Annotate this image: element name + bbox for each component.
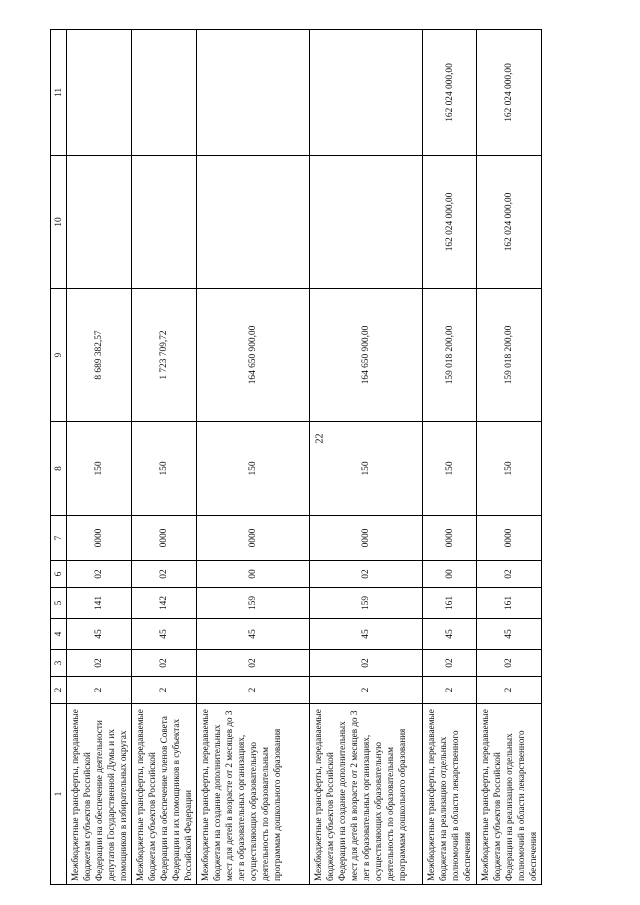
table-row: [423, 30, 477, 885]
cell-c6: 02: [310, 561, 423, 588]
cell-c5: 142: [132, 588, 197, 619]
column-number: 8: [51, 422, 67, 516]
cell-c11: 162 024 000,00: [477, 30, 542, 156]
cell-c9: 164 650 900,00: [197, 289, 310, 422]
table-row: [132, 30, 197, 885]
cell-c7: 0000: [197, 516, 310, 561]
cell-c5: 161: [477, 588, 542, 619]
cell-c11: [132, 30, 197, 156]
cell-c8: 150: [132, 422, 197, 516]
cell-c10: [67, 156, 132, 289]
cell-c9: 159 018 200,00: [423, 289, 477, 422]
column-number: 4: [51, 619, 67, 650]
cell-c11: [310, 30, 423, 156]
cell-c6: 00: [423, 561, 477, 588]
cell-c4: 45: [310, 619, 423, 650]
cell-c8: 150: [423, 422, 477, 516]
cell-c4: 45: [197, 619, 310, 650]
cell-c7: 0000: [310, 516, 423, 561]
column-number: 11: [51, 30, 67, 156]
column-number: 10: [51, 156, 67, 289]
cell-c2: 2: [310, 677, 423, 704]
cell-c11: [197, 30, 310, 156]
column-number: 6: [51, 561, 67, 588]
page-number-text: 22: [314, 433, 326, 444]
table-row: [67, 30, 132, 885]
cell-c10: [310, 156, 423, 289]
cell-c5: 159: [197, 588, 310, 619]
row-description: Межбюджетные трансферты, передаваемые бюджетам субъектов Российской Федерации на обеспечение деятельности депутатов Государственной Думы и их помощников в избирательных округах: [67, 704, 132, 885]
table-frame: [50, 30, 537, 885]
cell-c10: 162 024 000,00: [423, 156, 477, 289]
cell-c6: 00: [197, 561, 310, 588]
column-number: 5: [51, 588, 67, 619]
cell-c3: 02: [477, 650, 542, 677]
cell-c9: 159 018 200,00: [477, 289, 542, 422]
row-description: Межбюджетные трансферты, передаваемые бюджетам субъектов Российской Федерации на обеспечение членов Совета Федерации и их помощников в субъектах Российской Федерации: [132, 704, 197, 885]
cell-c2: 2: [423, 677, 477, 704]
cell-c10: [197, 156, 310, 289]
cell-c7: 0000: [132, 516, 197, 561]
cell-c6: 02: [477, 561, 542, 588]
cell-c7: 0000: [67, 516, 132, 561]
table-row: [477, 30, 542, 885]
cell-c9: 164 650 900,00: [310, 289, 423, 422]
cell-c2: 2: [197, 677, 310, 704]
cell-c2: 2: [477, 677, 542, 704]
cell-c5: 159: [310, 588, 423, 619]
cell-c3: 02: [423, 650, 477, 677]
column-number: 3: [51, 650, 67, 677]
cell-c6: 02: [67, 561, 132, 588]
cell-c11: [67, 30, 132, 156]
cell-c8: 150: [197, 422, 310, 516]
cell-c10: 162 024 000,00: [477, 156, 542, 289]
cell-c9: 8 689 382,57: [67, 289, 132, 422]
column-number-row: [51, 30, 67, 885]
cell-c8: 150: [477, 422, 542, 516]
cell-c7: 0000: [423, 516, 477, 561]
cell-c3: 02: [67, 650, 132, 677]
cell-c11: 162 024 000,00: [423, 30, 477, 156]
cell-c5: 141: [67, 588, 132, 619]
column-number: 1: [51, 704, 67, 885]
row-description: Межбюджетные трансферты, передаваемые бюджетам субъектов Российской Федерации на реализацию отдельных полномочий в области лекарственного обеспечения: [477, 704, 542, 885]
row-description: Межбюджетные трансферты, передаваемые бюджетам на создание дополнительных мест для детей в возрасте от 2 месяцев до 3 лет в образовательных организациях, осуществляющих образовательную деятельность по образовательным программам дошкольного образования: [197, 704, 310, 885]
cell-c8: 150: [310, 422, 423, 516]
cell-c4: 45: [477, 619, 542, 650]
cell-c6: 02: [132, 561, 197, 588]
column-number: 2: [51, 677, 67, 704]
cell-c4: 45: [132, 619, 197, 650]
cell-c4: 45: [423, 619, 477, 650]
budget-table: [50, 29, 542, 885]
row-description: Межбюджетные трансферты, передаваемые бюджетам субъектов Российской Федерации на создание дополнительных мест для детей в возрасте от 2 месяцев до 3 лет в образовательных организациях, осуществляющих образовательную деятельность по образовательным программам дошкольного образования: [310, 704, 423, 885]
cell-c3: 02: [310, 650, 423, 677]
cell-c8: 150: [67, 422, 132, 516]
table-row: [197, 30, 310, 885]
column-number: 7: [51, 516, 67, 561]
cell-c10: [132, 156, 197, 289]
cell-c2: 2: [132, 677, 197, 704]
cell-c3: 02: [132, 650, 197, 677]
cell-c7: 0000: [477, 516, 542, 561]
cell-c2: 2: [67, 677, 132, 704]
cell-c3: 02: [197, 650, 310, 677]
cell-c4: 45: [67, 619, 132, 650]
cell-c9: 1 723 709,72: [132, 289, 197, 422]
table-row: [310, 30, 423, 885]
column-number: 9: [51, 289, 67, 422]
row-description: Межбюджетные трансферты, передаваемые бюджетам на реализацию отдельных полномочий в области лекарственного обеспечения: [423, 704, 477, 885]
cell-c5: 161: [423, 588, 477, 619]
